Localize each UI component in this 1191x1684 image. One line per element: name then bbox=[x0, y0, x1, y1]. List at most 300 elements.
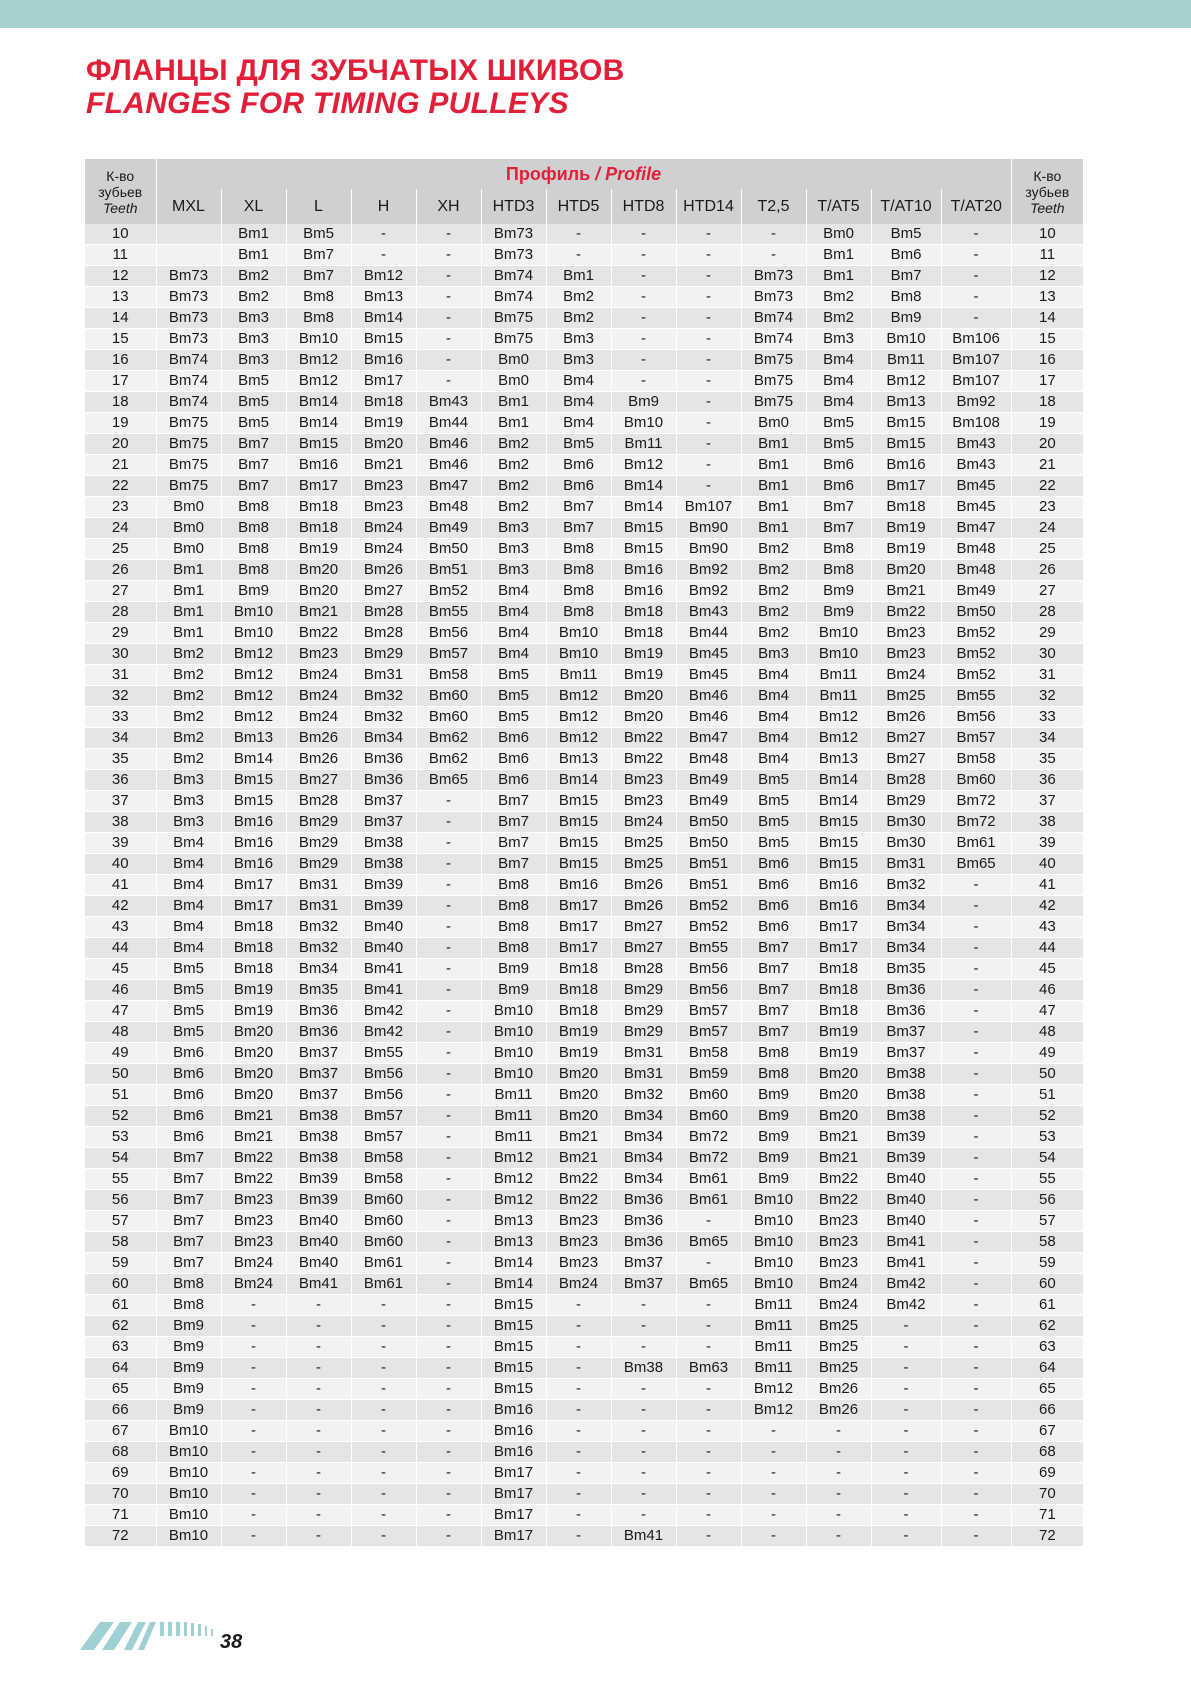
flange-code-cell: Bm58 bbox=[351, 1148, 416, 1169]
flange-code-cell: Bm16 bbox=[806, 896, 871, 917]
flange-code-cell: Bm74 bbox=[741, 329, 806, 350]
flange-code-cell: Bm13 bbox=[481, 1232, 546, 1253]
table-row bbox=[85, 623, 1083, 644]
flange-code-cell: Bm90 bbox=[676, 539, 741, 560]
flange-code-cell: Bm4 bbox=[741, 665, 806, 686]
flange-code-cell: - bbox=[546, 1358, 611, 1379]
teeth-count-cell: 21 bbox=[1011, 455, 1083, 476]
flange-code-cell: Bm16 bbox=[221, 854, 286, 875]
flange-code-cell: Bm60 bbox=[676, 1085, 741, 1106]
flange-code-cell: Bm48 bbox=[416, 497, 481, 518]
column-header: MXL bbox=[156, 189, 221, 224]
teeth-count-cell: 71 bbox=[1011, 1505, 1083, 1526]
flange-code-cell: - bbox=[416, 1022, 481, 1043]
teeth-count-cell: 19 bbox=[85, 413, 156, 434]
flange-code-cell: Bm107 bbox=[941, 350, 1011, 371]
flange-code-cell: Bm56 bbox=[416, 623, 481, 644]
flange-code-cell: Bm46 bbox=[676, 686, 741, 707]
teeth-count-cell: 40 bbox=[85, 854, 156, 875]
flange-code-cell: Bm7 bbox=[741, 938, 806, 959]
flange-code-cell: Bm50 bbox=[676, 833, 741, 854]
flange-code-cell: Bm8 bbox=[481, 875, 546, 896]
flange-code-cell: - bbox=[941, 1211, 1011, 1232]
page-number: 38 bbox=[220, 1631, 243, 1653]
flange-code-cell: Bm19 bbox=[611, 665, 676, 686]
flange-code-cell: Bm9 bbox=[741, 1169, 806, 1190]
flange-code-cell: Bm8 bbox=[546, 560, 611, 581]
flange-code-cell: Bm7 bbox=[481, 854, 546, 875]
flange-code-cell: Bm4 bbox=[741, 749, 806, 770]
flange-code-cell: Bm45 bbox=[941, 497, 1011, 518]
flange-code-cell: Bm15 bbox=[546, 854, 611, 875]
flange-code-cell: Bm15 bbox=[481, 1379, 546, 1400]
flange-code-cell: - bbox=[941, 980, 1011, 1001]
flange-code-cell: Bm2 bbox=[481, 476, 546, 497]
table-row bbox=[85, 1274, 1083, 1295]
flange-code-cell: - bbox=[416, 1190, 481, 1211]
profile-ru: Профиль bbox=[505, 163, 591, 184]
flange-code-cell: Bm7 bbox=[481, 812, 546, 833]
flange-code-cell: Bm38 bbox=[871, 1085, 941, 1106]
page-title bbox=[86, 54, 625, 120]
flange-code-cell: - bbox=[941, 1190, 1011, 1211]
flange-code-cell: Bm24 bbox=[806, 1295, 871, 1316]
flange-code-cell: Bm2 bbox=[546, 287, 611, 308]
teeth-count-cell: 46 bbox=[85, 980, 156, 1001]
flange-code-cell: - bbox=[941, 1148, 1011, 1169]
flange-code-cell: Bm72 bbox=[676, 1127, 741, 1148]
flange-code-cell: Bm9 bbox=[481, 959, 546, 980]
flange-code-cell: Bm6 bbox=[741, 854, 806, 875]
flange-code-cell: Bm18 bbox=[611, 623, 676, 644]
table-row bbox=[85, 518, 1083, 539]
teeth-count-cell: 52 bbox=[1011, 1106, 1083, 1127]
flange-code-cell: Bm55 bbox=[676, 938, 741, 959]
table-row bbox=[85, 1232, 1083, 1253]
flange-code-cell: Bm21 bbox=[286, 602, 351, 623]
table-row bbox=[85, 1295, 1083, 1316]
flange-code-cell: - bbox=[546, 1442, 611, 1463]
flange-code-cell: Bm72 bbox=[941, 812, 1011, 833]
flange-code-cell: Bm23 bbox=[546, 1232, 611, 1253]
flange-code-cell: Bm15 bbox=[286, 434, 351, 455]
flange-code-cell: Bm19 bbox=[871, 539, 941, 560]
flange-code-cell: Bm9 bbox=[156, 1379, 221, 1400]
teeth-count-cell: 15 bbox=[1011, 329, 1083, 350]
flange-code-cell: - bbox=[416, 1064, 481, 1085]
flange-code-cell: Bm39 bbox=[286, 1169, 351, 1190]
flange-code-cell: Bm49 bbox=[676, 770, 741, 791]
flange-code-cell: - bbox=[741, 245, 806, 266]
flange-code-cell: - bbox=[416, 1148, 481, 1169]
flange-code-cell: - bbox=[676, 371, 741, 392]
flange-code-cell: Bm7 bbox=[741, 959, 806, 980]
flange-code-cell: Bm14 bbox=[611, 476, 676, 497]
flange-code-cell: - bbox=[221, 1295, 286, 1316]
flange-code-cell: Bm8 bbox=[286, 308, 351, 329]
flange-code-cell: - bbox=[871, 1526, 941, 1547]
flange-code-cell: - bbox=[611, 1463, 676, 1484]
teeth-count-cell: 17 bbox=[1011, 371, 1083, 392]
flange-code-cell: Bm8 bbox=[871, 287, 941, 308]
teeth-count-cell: 26 bbox=[1011, 560, 1083, 581]
flange-code-cell: - bbox=[676, 287, 741, 308]
flange-code-cell: Bm38 bbox=[286, 1148, 351, 1169]
flange-code-cell: Bm20 bbox=[286, 581, 351, 602]
flange-code-cell: - bbox=[941, 959, 1011, 980]
flange-code-cell: - bbox=[416, 1316, 481, 1337]
flange-code-cell: Bm10 bbox=[481, 1064, 546, 1085]
flange-code-cell: - bbox=[546, 1505, 611, 1526]
flange-code-cell: - bbox=[416, 329, 481, 350]
flange-code-cell: - bbox=[676, 1379, 741, 1400]
flange-code-cell: Bm28 bbox=[286, 791, 351, 812]
flange-code-cell: Bm21 bbox=[221, 1127, 286, 1148]
flange-code-cell: Bm12 bbox=[806, 728, 871, 749]
flange-code-cell: Bm10 bbox=[156, 1484, 221, 1505]
teeth-count-cell: 20 bbox=[85, 434, 156, 455]
flange-code-cell: Bm23 bbox=[221, 1190, 286, 1211]
teeth-count-cell: 51 bbox=[1011, 1085, 1083, 1106]
teeth-count-cell: 28 bbox=[1011, 602, 1083, 623]
flange-code-cell: Bm60 bbox=[351, 1232, 416, 1253]
flange-code-cell: Bm44 bbox=[676, 623, 741, 644]
flange-code-cell: Bm8 bbox=[546, 602, 611, 623]
flange-code-cell: Bm73 bbox=[741, 287, 806, 308]
stripes-wedge-logo-icon bbox=[80, 1612, 230, 1657]
flange-code-cell: Bm14 bbox=[481, 1274, 546, 1295]
flange-code-cell: - bbox=[416, 350, 481, 371]
flange-code-cell: Bm17 bbox=[481, 1526, 546, 1547]
flange-code-cell: Bm18 bbox=[611, 602, 676, 623]
flange-code-cell: Bm6 bbox=[156, 1064, 221, 1085]
flange-code-cell: - bbox=[806, 1484, 871, 1505]
flange-code-cell: Bm2 bbox=[741, 560, 806, 581]
flange-code-cell: Bm74 bbox=[156, 392, 221, 413]
flange-code-cell: Bm18 bbox=[286, 497, 351, 518]
flange-code-cell: Bm24 bbox=[806, 1274, 871, 1295]
flange-code-cell: Bm1 bbox=[481, 392, 546, 413]
flange-code-cell: Bm75 bbox=[481, 308, 546, 329]
flange-code-cell: - bbox=[351, 245, 416, 266]
teeth-count-cell: 48 bbox=[85, 1022, 156, 1043]
flange-code-cell: Bm74 bbox=[156, 371, 221, 392]
flange-code-cell: - bbox=[416, 371, 481, 392]
flange-code-cell: - bbox=[351, 224, 416, 245]
flange-code-cell: Bm45 bbox=[676, 644, 741, 665]
flange-code-cell: Bm10 bbox=[741, 1253, 806, 1274]
teeth-ru-line2: зубьев bbox=[1025, 183, 1070, 200]
flange-code-cell: Bm21 bbox=[806, 1148, 871, 1169]
flange-code-cell: Bm12 bbox=[286, 350, 351, 371]
flange-code-cell: Bm37 bbox=[611, 1253, 676, 1274]
flange-code-cell: Bm42 bbox=[871, 1274, 941, 1295]
flange-code-cell: Bm22 bbox=[806, 1190, 871, 1211]
flange-code-cell: - bbox=[941, 1505, 1011, 1526]
flange-code-cell: - bbox=[941, 224, 1011, 245]
flange-code-cell: Bm16 bbox=[286, 455, 351, 476]
flange-code-cell: Bm40 bbox=[351, 938, 416, 959]
flange-code-cell: Bm20 bbox=[806, 1085, 871, 1106]
flange-code-cell: Bm30 bbox=[871, 812, 941, 833]
teeth-count-cell: 28 bbox=[85, 602, 156, 623]
flange-code-cell: Bm34 bbox=[611, 1148, 676, 1169]
flange-code-cell: Bm1 bbox=[741, 476, 806, 497]
flange-code-cell: Bm107 bbox=[941, 371, 1011, 392]
teeth-count-cell: 48 bbox=[1011, 1022, 1083, 1043]
flange-code-cell: Bm60 bbox=[676, 1106, 741, 1127]
flange-code-cell: - bbox=[416, 1274, 481, 1295]
flange-code-cell: Bm6 bbox=[481, 728, 546, 749]
flange-code-cell: Bm16 bbox=[611, 560, 676, 581]
flange-code-cell: - bbox=[546, 1379, 611, 1400]
flange-code-cell: Bm6 bbox=[481, 770, 546, 791]
flange-code-cell: Bm3 bbox=[221, 350, 286, 371]
flange-code-cell: Bm1 bbox=[741, 455, 806, 476]
flange-code-cell: Bm3 bbox=[481, 539, 546, 560]
table-row bbox=[85, 245, 1083, 266]
flange-code-cell: Bm47 bbox=[941, 518, 1011, 539]
flange-code-cell: Bm1 bbox=[156, 560, 221, 581]
flange-code-cell: Bm75 bbox=[741, 392, 806, 413]
flange-code-cell: Bm23 bbox=[286, 644, 351, 665]
flange-code-cell: Bm3 bbox=[221, 329, 286, 350]
flange-code-cell: - bbox=[416, 1043, 481, 1064]
flange-code-cell: Bm12 bbox=[546, 707, 611, 728]
flange-code-cell: Bm29 bbox=[611, 1001, 676, 1022]
flange-code-cell: Bm1 bbox=[481, 413, 546, 434]
teeth-count-cell: 37 bbox=[85, 791, 156, 812]
flange-code-cell: Bm10 bbox=[546, 644, 611, 665]
flange-code-cell: Bm2 bbox=[806, 308, 871, 329]
flange-code-cell: - bbox=[416, 1085, 481, 1106]
flange-code-cell: - bbox=[941, 1442, 1011, 1463]
flange-code-cell: - bbox=[941, 1232, 1011, 1253]
teeth-count-cell: 21 bbox=[85, 455, 156, 476]
flange-code-cell: Bm19 bbox=[221, 980, 286, 1001]
teeth-count-cell: 56 bbox=[85, 1190, 156, 1211]
flange-code-cell: Bm2 bbox=[156, 644, 221, 665]
flange-code-cell: - bbox=[611, 224, 676, 245]
flange-code-cell: - bbox=[676, 308, 741, 329]
flange-code-cell: Bm34 bbox=[611, 1127, 676, 1148]
flange-code-cell: Bm52 bbox=[941, 644, 1011, 665]
flange-code-cell: - bbox=[676, 1211, 741, 1232]
flange-code-cell: Bm3 bbox=[221, 308, 286, 329]
flange-code-cell: - bbox=[611, 308, 676, 329]
flange-code-cell: Bm12 bbox=[481, 1148, 546, 1169]
flange-code-cell: Bm10 bbox=[546, 623, 611, 644]
teeth-count-cell: 11 bbox=[1011, 245, 1083, 266]
flange-code-cell: Bm58 bbox=[941, 749, 1011, 770]
flange-code-cell: Bm17 bbox=[546, 938, 611, 959]
flange-code-cell: Bm32 bbox=[351, 686, 416, 707]
flange-code-cell: Bm9 bbox=[156, 1400, 221, 1421]
flange-code-cell: - bbox=[941, 1274, 1011, 1295]
flange-code-cell: Bm21 bbox=[351, 455, 416, 476]
flange-code-cell: Bm7 bbox=[156, 1148, 221, 1169]
flange-code-cell: Bm20 bbox=[546, 1106, 611, 1127]
teeth-count-cell: 41 bbox=[85, 875, 156, 896]
flange-code-cell: Bm0 bbox=[156, 497, 221, 518]
flange-code-cell: - bbox=[416, 833, 481, 854]
table-row bbox=[85, 1484, 1083, 1505]
flange-code-cell: - bbox=[676, 245, 741, 266]
flange-code-cell: - bbox=[676, 392, 741, 413]
flange-code-cell: Bm39 bbox=[286, 1190, 351, 1211]
flange-code-cell: Bm22 bbox=[546, 1190, 611, 1211]
flange-code-cell: Bm7 bbox=[806, 518, 871, 539]
flange-code-cell: Bm11 bbox=[871, 350, 941, 371]
flange-code-cell: Bm31 bbox=[286, 896, 351, 917]
flange-code-cell: Bm75 bbox=[156, 455, 221, 476]
flange-code-cell: Bm36 bbox=[611, 1232, 676, 1253]
flange-code-cell: - bbox=[416, 854, 481, 875]
table-row bbox=[85, 791, 1083, 812]
teeth-count-cell: 29 bbox=[85, 623, 156, 644]
table-row bbox=[85, 1148, 1083, 1169]
teeth-count-cell: 44 bbox=[85, 938, 156, 959]
flange-code-cell: Bm5 bbox=[221, 371, 286, 392]
teeth-count-cell: 18 bbox=[85, 392, 156, 413]
teeth-count-cell: 53 bbox=[85, 1127, 156, 1148]
flange-code-cell: - bbox=[941, 287, 1011, 308]
flange-code-cell: Bm23 bbox=[546, 1211, 611, 1232]
flange-code-cell: Bm31 bbox=[611, 1043, 676, 1064]
teeth-count-cell: 35 bbox=[85, 749, 156, 770]
flange-code-cell: Bm16 bbox=[481, 1400, 546, 1421]
flange-code-cell: - bbox=[286, 1337, 351, 1358]
flange-code-cell: - bbox=[941, 1358, 1011, 1379]
flange-code-cell: Bm52 bbox=[676, 917, 741, 938]
flange-code-cell: Bm10 bbox=[741, 1274, 806, 1295]
flange-code-cell: Bm2 bbox=[156, 749, 221, 770]
flange-code-cell: Bm20 bbox=[611, 707, 676, 728]
flange-code-cell: - bbox=[416, 917, 481, 938]
teeth-count-cell: 72 bbox=[1011, 1526, 1083, 1547]
flange-code-cell: - bbox=[351, 1337, 416, 1358]
flange-code-cell: - bbox=[676, 1400, 741, 1421]
flange-code-cell: - bbox=[546, 245, 611, 266]
flange-code-cell: Bm13 bbox=[871, 392, 941, 413]
table-row bbox=[85, 413, 1083, 434]
flange-code-cell: Bm4 bbox=[156, 938, 221, 959]
flange-code-cell: Bm7 bbox=[156, 1211, 221, 1232]
flange-code-cell: Bm17 bbox=[546, 896, 611, 917]
flange-code-cell: Bm12 bbox=[221, 644, 286, 665]
flange-code-cell: - bbox=[941, 917, 1011, 938]
flange-code-cell: Bm50 bbox=[676, 812, 741, 833]
flange-code-cell: Bm5 bbox=[741, 770, 806, 791]
flange-code-cell: - bbox=[941, 896, 1011, 917]
flange-code-cell: Bm5 bbox=[156, 959, 221, 980]
flange-code-cell: - bbox=[416, 1400, 481, 1421]
flange-code-cell: Bm3 bbox=[741, 644, 806, 665]
flange-code-cell: Bm15 bbox=[806, 812, 871, 833]
flange-code-cell: Bm15 bbox=[546, 791, 611, 812]
flange-code-cell: Bm61 bbox=[351, 1253, 416, 1274]
table-row bbox=[85, 1106, 1083, 1127]
flange-code-cell: - bbox=[546, 1295, 611, 1316]
flange-code-cell: Bm4 bbox=[156, 854, 221, 875]
flange-code-cell: Bm23 bbox=[806, 1253, 871, 1274]
flange-code-cell: Bm5 bbox=[741, 791, 806, 812]
flange-code-cell: Bm74 bbox=[156, 350, 221, 371]
flange-code-cell: Bm56 bbox=[351, 1064, 416, 1085]
flange-code-cell: - bbox=[351, 1442, 416, 1463]
teeth-count-cell: 19 bbox=[1011, 413, 1083, 434]
table-row bbox=[85, 896, 1083, 917]
flange-code-cell: Bm6 bbox=[156, 1043, 221, 1064]
flange-code-cell: - bbox=[416, 1463, 481, 1484]
flange-code-cell: Bm8 bbox=[741, 1043, 806, 1064]
flange-code-cell: Bm13 bbox=[221, 728, 286, 749]
flange-code-cell: Bm37 bbox=[286, 1085, 351, 1106]
flange-code-cell: Bm21 bbox=[871, 581, 941, 602]
flange-code-cell: Bm15 bbox=[481, 1316, 546, 1337]
flange-code-cell: Bm5 bbox=[546, 434, 611, 455]
flange-code-cell: - bbox=[351, 1379, 416, 1400]
column-header: T/AT5 bbox=[806, 189, 871, 224]
flange-code-cell: Bm26 bbox=[611, 875, 676, 896]
flange-code-cell: - bbox=[611, 1421, 676, 1442]
flange-code-cell: Bm43 bbox=[676, 602, 741, 623]
flange-code-cell: Bm50 bbox=[941, 602, 1011, 623]
flange-code-cell: - bbox=[416, 1421, 481, 1442]
teeth-count-cell: 16 bbox=[1011, 350, 1083, 371]
flange-code-cell: - bbox=[351, 1463, 416, 1484]
flange-code-cell: Bm9 bbox=[221, 581, 286, 602]
column-header: HTD8 bbox=[611, 189, 676, 224]
flange-code-cell: Bm15 bbox=[481, 1358, 546, 1379]
flange-code-cell: - bbox=[676, 434, 741, 455]
flange-code-cell: - bbox=[286, 1505, 351, 1526]
flange-code-cell: Bm60 bbox=[941, 770, 1011, 791]
teeth-count-cell: 54 bbox=[85, 1148, 156, 1169]
table-row bbox=[85, 1442, 1083, 1463]
flange-code-cell: Bm5 bbox=[221, 413, 286, 434]
flange-code-cell: - bbox=[676, 455, 741, 476]
table-row bbox=[85, 917, 1083, 938]
flange-code-cell: Bm57 bbox=[351, 1127, 416, 1148]
flange-code-cell: Bm12 bbox=[286, 371, 351, 392]
flange-code-cell: - bbox=[416, 1106, 481, 1127]
flange-code-cell: Bm15 bbox=[806, 833, 871, 854]
flange-code-cell: Bm21 bbox=[546, 1127, 611, 1148]
table-row bbox=[85, 1400, 1083, 1421]
flange-code-cell: Bm2 bbox=[156, 707, 221, 728]
flange-code-cell: Bm4 bbox=[481, 623, 546, 644]
flange-code-cell: Bm15 bbox=[806, 854, 871, 875]
flange-code-cell: Bm3 bbox=[806, 329, 871, 350]
flange-code-cell: - bbox=[871, 1316, 941, 1337]
flange-code-cell: Bm27 bbox=[611, 917, 676, 938]
teeth-count-cell: 11 bbox=[85, 245, 156, 266]
flange-code-cell: Bm18 bbox=[546, 980, 611, 1001]
flange-code-cell: - bbox=[741, 1442, 806, 1463]
flange-code-cell: Bm8 bbox=[546, 539, 611, 560]
column-header: T/AT10 bbox=[871, 189, 941, 224]
teeth-count-cell: 56 bbox=[1011, 1190, 1083, 1211]
flange-code-cell: Bm52 bbox=[416, 581, 481, 602]
flange-code-cell: Bm65 bbox=[676, 1232, 741, 1253]
flange-code-cell: Bm34 bbox=[871, 896, 941, 917]
flange-code-cell: - bbox=[806, 1463, 871, 1484]
flange-code-cell: Bm36 bbox=[871, 980, 941, 1001]
flange-code-cell: - bbox=[286, 1400, 351, 1421]
flange-code-cell: Bm12 bbox=[546, 728, 611, 749]
table-row bbox=[85, 1253, 1083, 1274]
